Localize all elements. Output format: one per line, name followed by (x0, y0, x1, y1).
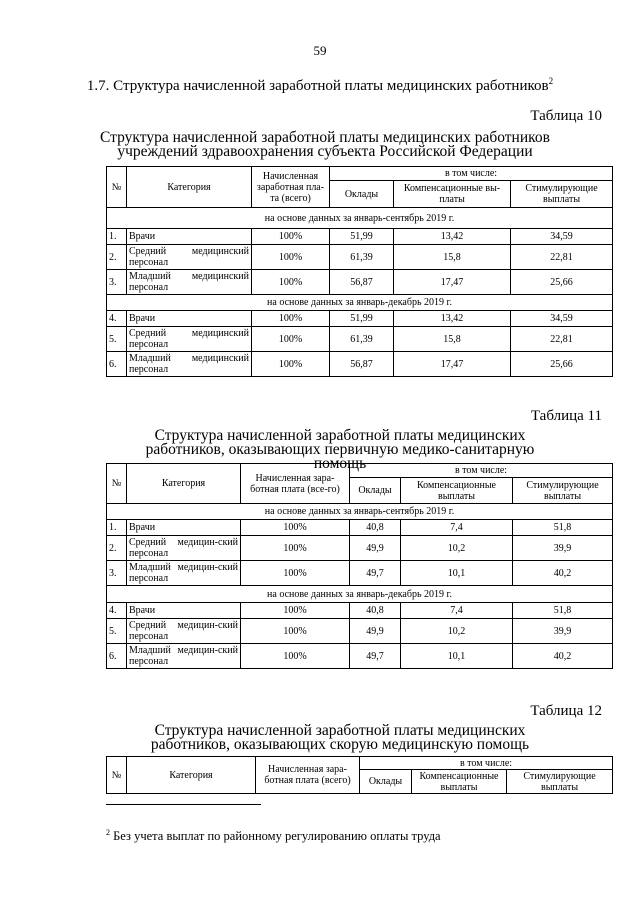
header-category: Категория (127, 757, 256, 794)
table-row (107, 352, 613, 377)
header-stimulus: Стимулирующие выплаты (513, 478, 613, 504)
row-category: Врачи (127, 520, 241, 536)
table-10-label: Таблица 10 (530, 108, 602, 124)
header-stimulus: Стимулирующие выплаты (507, 770, 613, 794)
row-compensation: 15,8 (394, 327, 511, 352)
table-row (107, 270, 613, 295)
row-stimulus: 34,59 (511, 229, 613, 245)
row-category: Врачи (127, 603, 241, 619)
table-row (107, 229, 613, 245)
table-11-title: Структура начисленной заработной платы медицинских работников, оказывающих первичную медико-санитарную помощь (145, 427, 535, 472)
row-compensation: 17,47 (394, 270, 511, 295)
row-num: 5. (107, 619, 127, 644)
row-salary: 40,8 (350, 603, 401, 619)
row-total: 100% (241, 644, 350, 669)
row-compensation: 15,8 (394, 245, 511, 270)
row-num: 5. (107, 327, 127, 352)
footnote-ref: 2 (548, 76, 554, 86)
row-salary: 49,7 (350, 644, 401, 669)
row-total: 100% (252, 270, 330, 295)
row-salary: 49,9 (350, 619, 401, 644)
header-including: в том числе: (360, 757, 613, 770)
row-stimulus: 51,8 (513, 520, 613, 536)
row-num: 1. (107, 520, 127, 536)
row-total: 100% (241, 520, 350, 536)
row-total: 100% (252, 245, 330, 270)
row-stimulus: 25,66 (511, 352, 613, 377)
header-category: Категория (127, 167, 252, 208)
row-category: Средний медицин-ский персонал (127, 619, 241, 644)
row-compensation: 10,1 (401, 644, 513, 669)
row-stimulus: 34,59 (511, 311, 613, 327)
row-category: Младший медицинский персонал (127, 270, 252, 295)
table-row (107, 245, 613, 270)
row-salary: 49,9 (350, 536, 401, 561)
row-compensation: 17,47 (394, 352, 511, 377)
header-including: в том числе: (350, 464, 613, 478)
row-total: 100% (252, 352, 330, 377)
row-stimulus: 22,81 (511, 327, 613, 352)
table-10 (106, 166, 613, 377)
row-total: 100% (252, 311, 330, 327)
row-compensation: 10,2 (401, 619, 513, 644)
row-compensation: 7,4 (401, 520, 513, 536)
row-salary: 51,99 (330, 229, 394, 245)
row-compensation: 10,2 (401, 536, 513, 561)
period-row: на основе данных за январь-сентябрь 2019 г. (107, 208, 613, 229)
period-row: на основе данных за январь-декабрь 2019 г. (107, 295, 613, 311)
row-stimulus: 51,8 (513, 603, 613, 619)
table-row (107, 561, 613, 586)
row-total: 100% (241, 536, 350, 561)
row-num: 1. (107, 229, 127, 245)
row-category: Врачи (127, 311, 252, 327)
row-salary: 49,7 (350, 561, 401, 586)
row-salary: 61,39 (330, 327, 394, 352)
table-10-title: Структура начисленной заработной платы медицинских работников учреждений здравоохранения субъекта Российской Федерации (100, 129, 550, 160)
header-salary: Оклады (350, 478, 401, 504)
row-category: Средний медицинский персонал (127, 245, 252, 270)
row-category: Младший медицинский персонал (127, 352, 252, 377)
row-category: Младший медицин-ский персонал (127, 561, 241, 586)
row-total: 100% (241, 561, 350, 586)
row-num: 6. (107, 352, 127, 377)
header-salary: Оклады (330, 181, 394, 208)
table-11-label: Таблица 11 (530, 408, 602, 424)
header-stimulus: Стимулирующие выплаты (511, 181, 613, 208)
footnote-mark: 2 (106, 828, 110, 837)
period-row: на основе данных за январь-декабрь 2019 г. (107, 586, 613, 603)
row-num: 6. (107, 644, 127, 669)
period-row: на основе данных за январь-сентябрь 2019 г. (107, 504, 613, 520)
section-heading (0, 76, 640, 95)
row-category: Средний медицинский персонал (127, 327, 252, 352)
row-category: Врачи (127, 229, 252, 245)
table-row (107, 311, 613, 327)
row-stimulus: 40,2 (513, 561, 613, 586)
table-12-title: Структура начисленной заработной платы медицинских работников, оказывающих скорую медицинскую помощь (150, 722, 530, 753)
row-salary: 61,39 (330, 245, 394, 270)
row-total: 100% (241, 603, 350, 619)
row-num: 3. (107, 561, 127, 586)
row-num: 2. (107, 245, 127, 270)
header-compensation: Компенсационные выплаты (401, 478, 513, 504)
table-12-label: Таблица 12 (530, 703, 602, 719)
table-row (107, 603, 613, 619)
footnote (106, 828, 441, 844)
footnote-text: Без учета выплат по районному регулированию оплаты труда (113, 829, 441, 844)
row-num: 2. (107, 536, 127, 561)
row-compensation: 13,42 (394, 311, 511, 327)
header-num: № (107, 757, 127, 794)
header-num: № (107, 167, 127, 208)
header-total: Начисленная зара-ботная плата (все-го) (241, 464, 350, 504)
row-stimulus: 40,2 (513, 644, 613, 669)
section-title: 1.7. Структура начисленной заработной платы медицинских работников (86, 78, 549, 94)
row-category: Средний медицин-ский персонал (127, 536, 241, 561)
row-stimulus: 39,9 (513, 619, 613, 644)
header-num: № (107, 464, 127, 504)
footnote-separator (106, 804, 261, 805)
row-total: 100% (241, 619, 350, 644)
row-salary: 40,8 (350, 520, 401, 536)
row-num: 3. (107, 270, 127, 295)
header-total: Начисленная заработная пла-та (всего) (252, 167, 330, 208)
row-total: 100% (252, 327, 330, 352)
header-including: в том числе: (330, 167, 613, 181)
row-stimulus: 39,9 (513, 536, 613, 561)
header-compensation: Компенсационные выплаты (412, 770, 507, 794)
row-salary: 56,87 (330, 352, 394, 377)
header-salary: Оклады (360, 770, 412, 794)
row-num: 4. (107, 603, 127, 619)
table-row (107, 619, 613, 644)
row-category: Младший медицин-ский персонал (127, 644, 241, 669)
table-row (107, 644, 613, 669)
table-row (107, 536, 613, 561)
row-stimulus: 22,81 (511, 245, 613, 270)
row-stimulus: 25,66 (511, 270, 613, 295)
page-number: 59 (313, 43, 327, 58)
header-category: Категория (127, 464, 241, 504)
row-salary: 51,99 (330, 311, 394, 327)
row-compensation: 10,1 (401, 561, 513, 586)
table-12 (106, 756, 613, 794)
header-total: Начисленная зара-ботная плата (всего) (256, 757, 360, 794)
row-num: 4. (107, 311, 127, 327)
row-total: 100% (252, 229, 330, 245)
row-compensation: 13,42 (394, 229, 511, 245)
table-11 (106, 463, 613, 669)
row-compensation: 7,4 (401, 603, 513, 619)
header-compensation: Компенсационные вы-платы (394, 181, 511, 208)
table-row (107, 327, 613, 352)
table-row (107, 520, 613, 536)
row-salary: 56,87 (330, 270, 394, 295)
